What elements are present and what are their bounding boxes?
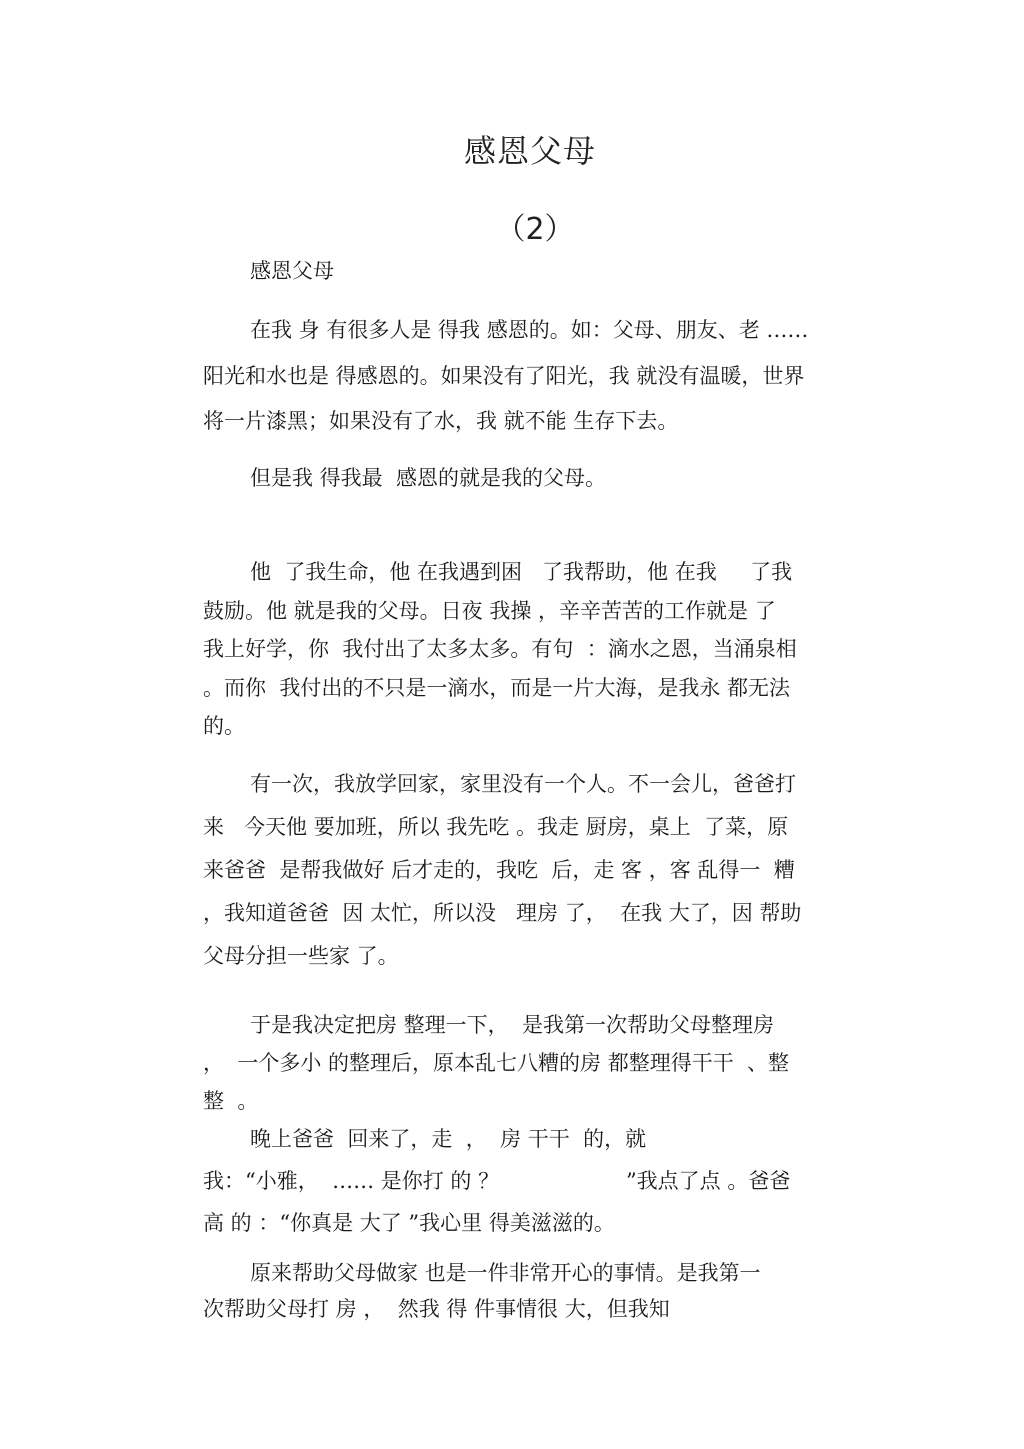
section-heading: 感恩父母 xyxy=(250,259,334,283)
document-subtitle: （2） xyxy=(495,212,575,247)
document-title: 感恩父母 xyxy=(463,132,596,170)
text-line: ， 一个多小 的整理后，原本乱七八糟的房 都整理得干干 、整 xyxy=(203,1051,790,1075)
text-line: 。而你 我付出的不只是一滴水，而是一片大海，是我永 都无法 xyxy=(203,676,791,700)
text-line: 有一次，我放学回家，家里没有一个人。不一会儿，爸爸打 xyxy=(250,772,796,796)
text-line: 晚上爸爸 回来了，走 ， 房 干干 的，就 xyxy=(250,1127,647,1151)
text-line: 整 。 xyxy=(203,1089,259,1113)
text-line: 鼓励。他 就是我的父母。日夜 我操 ，辛辛苦苦的工作就是 了 xyxy=(203,599,776,623)
text-line: 我上好学，你 我付出了太多太多。有句 ：滴水之恩，当涌泉相 xyxy=(203,637,797,661)
text-line: 高 的 ：“你真是 大了 ”我心里 得美滋滋的。 xyxy=(203,1211,615,1235)
text-line: 父母分担一些家 了。 xyxy=(203,944,399,968)
text-line: ，我知道爸爸 因 太忙，所以没 理房 了， 在我 大了，因 帮助 xyxy=(203,901,802,925)
text-line: 我：“小雅， …… 是你打 的 ？ ”我点了点 。爸爸 xyxy=(203,1169,791,1193)
text-line: 他 了我生命，他 在我遇到困 了我帮助，他 在我 了我 xyxy=(250,560,793,584)
text-line: 于是我决定把房 整理一下， 是我第一次帮助父母整理房 xyxy=(250,1013,775,1037)
text-line: 在我 身 有很多人是 得我 感恩的。如：父母、朋友、老 …… xyxy=(250,318,809,342)
text-line: 来 今天他 要加班，所以 我先吃 。我走 厨房，桌上 了菜，原 xyxy=(203,815,789,839)
text-line: 但是我 得我最 感恩的就是我的父母。 xyxy=(250,466,607,490)
text-line: 次帮助父母打 房 ， 然我 得 件事情很 大，但我知 xyxy=(203,1297,670,1321)
text-line: 来爸爸 是帮我做好 后才走的，我吃 后，走 客 ，客 乱得一 糟 xyxy=(203,858,795,882)
text-line: 原来帮助父母做家 也是一件非常开心的事情。是我第一 xyxy=(250,1261,761,1285)
text-line: 阳光和水也是 得感恩的。如果没有了阳光，我 就没有温暖，世界 xyxy=(203,364,805,388)
text-line: 将一片漆黑；如果没有了水，我 就不能 生存下去。 xyxy=(203,409,679,433)
text-line: 的。 xyxy=(203,714,245,738)
